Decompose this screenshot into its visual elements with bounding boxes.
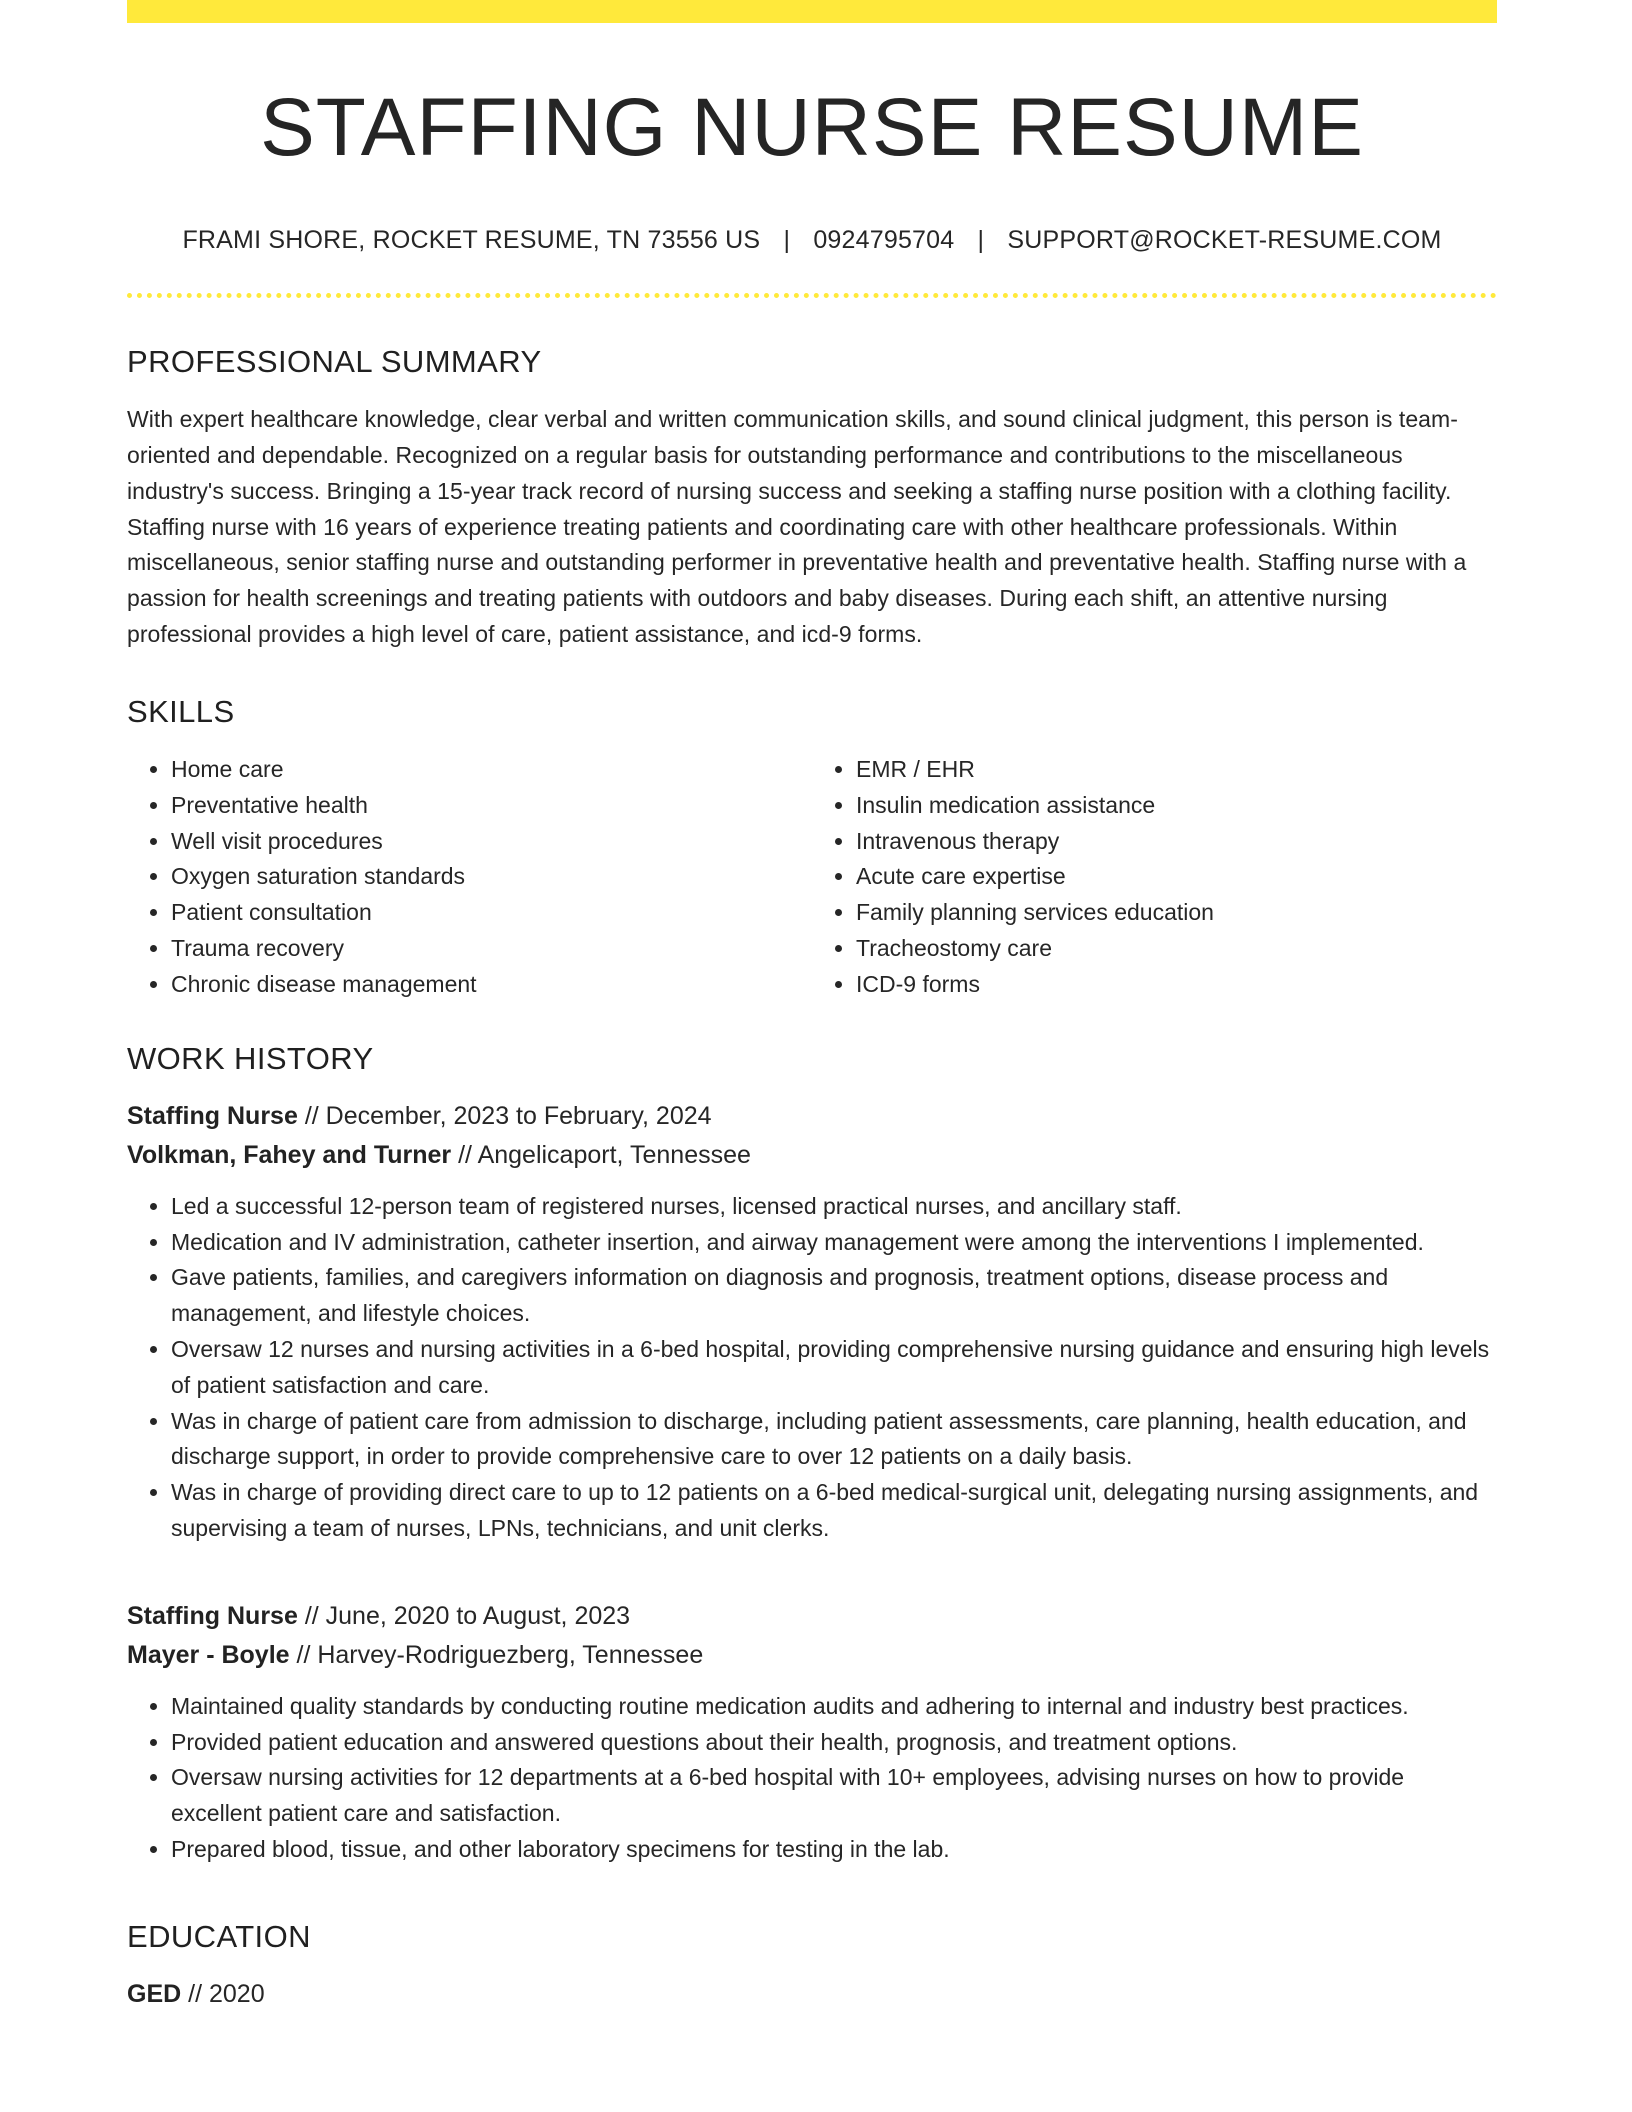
job-role: Staffing Nurse: [127, 1601, 298, 1630]
job-duty: • Oversaw 12 nurses and nursing activities in a 6-bed hospital, providing comprehensive nursing guidance and ensuring high levels of patient satisfaction and care.: [171, 1332, 1497, 1404]
skills-left-column: [127, 752, 812, 1003]
job-title-line: [127, 1597, 1497, 1636]
resume-page: [127, 0, 1497, 2112]
job-location: // Harvey-Rodriguezberg, Tennessee: [296, 1640, 704, 1669]
skills-list: [127, 752, 1497, 1003]
job-duties: [127, 1689, 1497, 1868]
job-duty: • Prepared blood, tissue, and other laboratory specimens for testing in the lab.: [171, 1832, 1497, 1868]
job-company-line: [127, 1636, 1497, 1675]
skill-item: • ICD-9 forms: [856, 967, 1497, 1003]
skills-heading: SKILLS: [127, 693, 235, 729]
job-duty: • Gave patients, families, and caregivers information on diagnosis and prognosis, treatment options, disease process and management, and lifestyle choices.: [171, 1260, 1497, 1332]
job-duty: • Was in charge of providing direct care to up to 12 patients on a 6-bed medical-surgical unit, delegating nursing assignments, and supervising a team of nurses, LPNs, technicians, and unit clerks.: [171, 1475, 1497, 1547]
skill-item: • Chronic disease management: [171, 967, 812, 1003]
skill-item: • Family planning services education: [856, 895, 1497, 931]
summary-heading: PROFESSIONAL SUMMARY: [127, 344, 542, 380]
contact-email: SUPPORT@ROCKET-RESUME.COM: [1007, 226, 1442, 255]
job-role: Staffing Nurse: [127, 1101, 298, 1130]
education-year: // 2020: [188, 1979, 265, 2008]
contact-separator: |: [783, 226, 791, 255]
job-company: Mayer - Boyle: [127, 1640, 290, 1669]
job-dates: // December, 2023 to February, 2024: [304, 1101, 712, 1130]
dotted-divider: [127, 293, 1497, 298]
contact-address: FRAMI SHORE, ROCKET RESUME, TN 73556 US: [182, 226, 761, 255]
job-duty: • Maintained quality standards by conducting routine medication audits and adhering to internal and industry best practices.: [171, 1689, 1497, 1725]
skill-item: • Home care: [171, 752, 812, 788]
job-dates: // June, 2020 to August, 2023: [304, 1601, 631, 1630]
skill-item: • EMR / EHR: [856, 752, 1497, 788]
job-entry: [127, 1097, 1497, 1547]
resume-title: STAFFING NURSE RESUME: [260, 82, 1364, 173]
job-duty: • Provided patient education and answered questions about their health, prognosis, and treatment options.: [171, 1725, 1497, 1761]
job-duty: • Led a successful 12-person team of registered nurses, licensed practical nurses, and ancillary staff.: [171, 1189, 1497, 1225]
skill-item: • Tracheostomy care: [856, 931, 1497, 967]
job-duty: • Was in charge of patient care from admission to discharge, including patient assessments, care planning, health education, and discharge support, in order to provide comprehensive care to over 12 patients on a daily basis.: [171, 1404, 1497, 1476]
skill-item: • Well visit procedures: [171, 824, 812, 860]
skill-item: • Insulin medication assistance: [856, 788, 1497, 824]
job-location: // Angelicaport, Tennessee: [458, 1140, 751, 1169]
work-history-heading: WORK HISTORY: [127, 1040, 374, 1076]
job-duty: • Oversaw nursing activities for 12 departments at a 6-bed hospital with 10+ employees, advising nurses on how to provide excellent patient care and satisfaction.: [171, 1760, 1497, 1832]
job-title-line: [127, 1097, 1497, 1136]
summary-text: With expert healthcare knowledge, clear verbal and written communication skills, and sound clinical judgment, this person is team-oriented and dependable. Recognized on a regular basis for outstanding performance and contributions to the miscellaneous industry's success. Bringing a 15-year track record of nursing success and seeking a staffing nurse position with a clothing facility. Staffing nurse with 16 years of experience treating patients and coordinating care with other healthcare professionals. Within miscellaneous, senior staffing nurse and outstanding performer in preventative health and preventative health. Staffing nurse with a passion for health screenings and treating patients with outdoors and baby diseases. During each shift, an attentive nursing professional provides a high level of care, patient assistance, and icd-9 forms.: [127, 406, 1467, 648]
job-duty: • Medication and IV administration, catheter insertion, and airway management were among the interventions I implemented.: [171, 1225, 1497, 1261]
education-line: [127, 1975, 1497, 2014]
top-accent-bar: [127, 0, 1497, 23]
contact-line: [127, 225, 1497, 255]
job-company-line: [127, 1136, 1497, 1175]
skill-item: • Trauma recovery: [171, 931, 812, 967]
education-heading: EDUCATION: [127, 1918, 311, 1954]
contact-separator: |: [977, 226, 985, 255]
job-duties: [127, 1189, 1497, 1547]
skill-item: • Preventative health: [171, 788, 812, 824]
education-degree: GED: [127, 1979, 182, 2008]
job-entry: [127, 1597, 1497, 1868]
skills-right-column: [812, 752, 1497, 1003]
job-company: Volkman, Fahey and Turner: [127, 1140, 452, 1169]
contact-phone: 0924795704: [813, 226, 955, 255]
skill-item: • Patient consultation: [171, 895, 812, 931]
skill-item: • Acute care expertise: [856, 859, 1497, 895]
skill-item: • Intravenous therapy: [856, 824, 1497, 860]
skill-item: • Oxygen saturation standards: [171, 859, 812, 895]
